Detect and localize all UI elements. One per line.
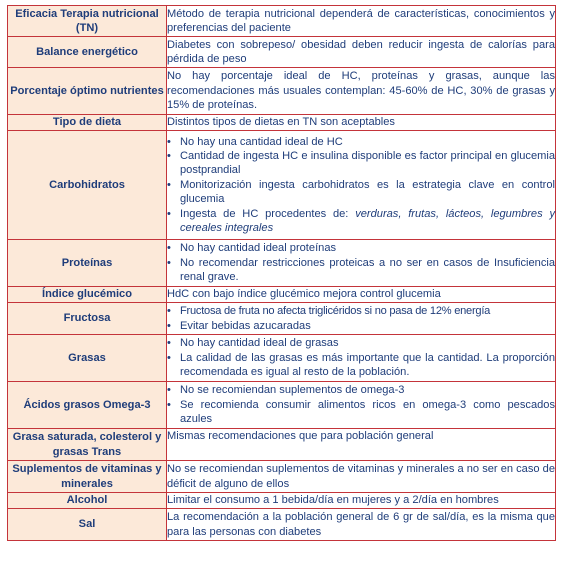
- bullet-item: • La calidad de las grasas es más importante que la cantidad. La proporción recomendada es igual al resto de la población.: [167, 351, 555, 380]
- table-row: [8, 68, 556, 115]
- table-row: [8, 461, 556, 493]
- bullet-text: Ingesta de HC procedentes de:: [180, 207, 356, 220]
- table-row: [8, 303, 556, 335]
- row-label: Eficacia Terapia nutricional (TN): [8, 6, 167, 37]
- bullet-item: • No se recomiendan suplementos de omega-3: [167, 383, 555, 397]
- row-bullet-list: [167, 131, 556, 240]
- row-label: Índice glucémico: [8, 287, 167, 303]
- row-text: La recomendación a la población general de 6 gr de sal/día, es la misma que para las personas con diabetes: [167, 509, 556, 541]
- bullet-item: • Cantidad de ingesta HC e insulina disponible es factor principal en glucemia postprandial: [167, 149, 555, 178]
- bullet-item: • Se recomienda consumir alimentos ricos en omega-3 como pescados azules: [167, 398, 555, 427]
- row-text: Limitar el consumo a 1 bebida/día en mujeres y a 2/día en hombres: [167, 493, 556, 509]
- row-label: Carbohidratos: [8, 131, 167, 240]
- row-text: HdC con bajo índice glucémico mejora control glucemia: [167, 287, 556, 303]
- row-label: Grasa saturada, colesterol y grasas Trans: [8, 429, 167, 461]
- table-row: [8, 287, 556, 303]
- row-label: Proteínas: [8, 240, 167, 287]
- row-bullet-list: [167, 240, 556, 287]
- bullet-item: • No hay cantidad ideal proteínas: [167, 241, 555, 255]
- bullet-italic-text: verduras, frutas, lácteos, legumbres y cereales integrales: [180, 207, 555, 235]
- row-bullet-list: [167, 303, 556, 335]
- table-row: [8, 493, 556, 509]
- row-text: No hay porcentaje ideal de HC, proteínas y grasas, aunque las recomendaciones más usuales contemplan: 45-60% de HC, 30% de grasas y 15% de proteínas.: [167, 68, 556, 115]
- bullet-item: • Fructosa de fruta no afecta triglicéridos si no pasa de 12% energía: [167, 304, 555, 318]
- table-row: [8, 6, 556, 37]
- table-row: [8, 131, 556, 240]
- row-text: Mismas recomendaciones que para población general: [167, 429, 556, 461]
- bullet-item: • No hay una cantidad ideal de HC: [167, 135, 555, 149]
- row-label: Sal: [8, 509, 167, 541]
- table-row: [8, 382, 556, 429]
- table-row: [8, 115, 556, 131]
- row-text: Método de terapia nutricional dependerá de características, conocimientos y preferencias del paciente: [167, 6, 556, 37]
- row-label: Ácidos grasos Omega-3: [8, 382, 167, 429]
- row-label: Balance energético: [8, 37, 167, 68]
- row-label: Suplementos de vitaminas y minerales: [8, 461, 167, 493]
- table-row: [8, 429, 556, 461]
- row-text: Diabetes con sobrepeso/ obesidad deben reducir ingesta de calorías para pérdida de peso: [167, 37, 556, 68]
- table-row: [8, 335, 556, 382]
- row-label: Alcohol: [8, 493, 167, 509]
- bullet-item: [167, 207, 555, 236]
- table-row: [8, 240, 556, 287]
- row-label: Porcentaje óptimo nutrientes: [8, 68, 167, 115]
- row-bullet-list: [167, 335, 556, 382]
- row-label: Grasas: [8, 335, 167, 382]
- row-text: Distintos tipos de dietas en TN son aceptables: [167, 115, 556, 131]
- table-row: [8, 37, 556, 68]
- bullet-item: • Monitorización ingesta carbohidratos es la estrategia clave en control glucemia: [167, 178, 555, 207]
- bullet-item: • No hay cantidad ideal de grasas: [167, 336, 555, 350]
- row-label: Fructosa: [8, 303, 167, 335]
- bullet-item: • Evitar bebidas azucaradas: [167, 319, 555, 333]
- row-text: No se recomiendan suplementos de vitaminas y minerales a no ser en caso de déficit de alguno de ellos: [167, 461, 556, 493]
- bullet-item: • No recomendar restricciones proteicas a no ser en casos de Insuficiencia renal grave.: [167, 256, 555, 285]
- table-row: [8, 509, 556, 541]
- row-label: Tipo de dieta: [8, 115, 167, 131]
- row-bullet-list: [167, 382, 556, 429]
- nutrition-recommendations-table: [7, 5, 556, 541]
